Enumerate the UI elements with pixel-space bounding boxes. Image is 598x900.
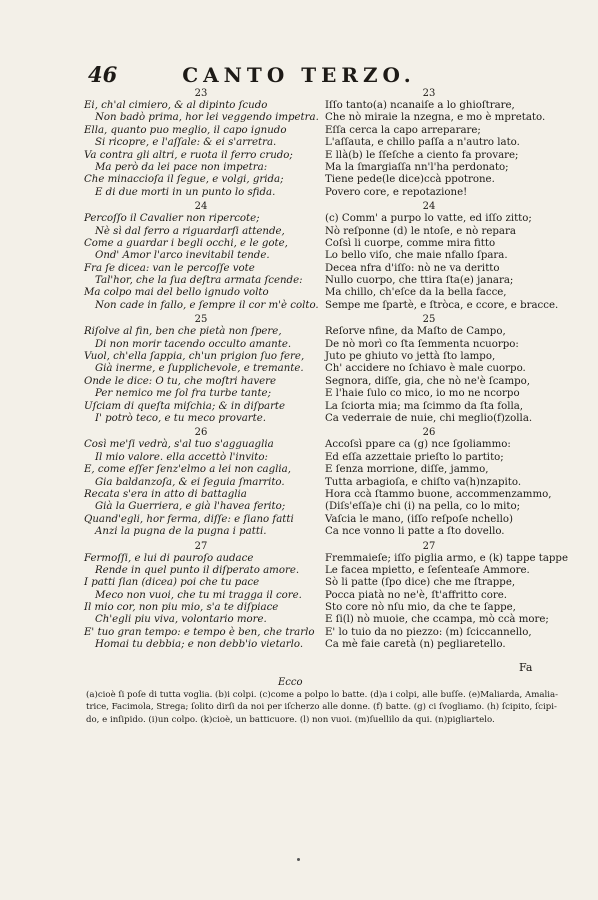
- verse-line: Ella, quanto puo meglio, il capo ignudo: [84, 124, 287, 136]
- verse-line: Già la Guerriera, e già l'havea ferito;: [95, 501, 286, 513]
- catchword-right: Fa: [519, 661, 533, 674]
- verse-line: Ed eſſa azzettaie prieſto lo partito;: [325, 451, 504, 463]
- print-mark: [297, 858, 300, 861]
- verse-line: Sempe me ſpartè, e ſtròca, e ccore, e bracce.: [325, 299, 559, 311]
- verse-line: Onde le dice: O tu, che moſtri havere: [84, 375, 277, 387]
- verse-line: Juto pe ghiuto vo jettà ſto lampo,: [325, 351, 496, 363]
- stanza: [84, 541, 318, 652]
- stanza: [325, 427, 552, 538]
- verse-line: I' potrò teco, e tu meco provarte.: [95, 412, 267, 424]
- verse-line: Le facea mpietto, e ſeſenteaſe Ammore.: [325, 564, 530, 576]
- verse-line: Sto core nò nſu mio, da che te ſappe,: [325, 602, 516, 614]
- verse-line: Ma però da lei pace non impetra:: [95, 161, 268, 173]
- verse-line: Rende in quel punto il diſperato amore.: [95, 564, 300, 576]
- verse-line: Ca nce vonno li patte a ſto dovello.: [325, 526, 505, 538]
- catchword-left: Ecco: [278, 677, 303, 688]
- footnotes: [86, 689, 558, 726]
- stanza: [325, 88, 546, 199]
- verse-line: Ei, ch'al cimiero, & al dipinto ſcudo: [84, 100, 268, 111]
- verse-line: Ch'egli piu viva, volontario more.: [95, 614, 267, 626]
- verse-line: Ch' accidere no ſchiavo è male cuorpo.: [325, 363, 526, 375]
- stanza: [84, 314, 318, 425]
- verse-line: Nè sì dal ferro a riguardarſi attende,: [95, 225, 285, 237]
- verse-line: Coſsì li cuorpe, comme mira fitto: [325, 237, 496, 249]
- verse-line: Iſſo tanto(a) ncanaiſe a lo ghioſtrare,: [325, 100, 515, 111]
- verse-line: I patti ſian (dicea) poi che tu pace: [84, 577, 260, 589]
- verse-line: Percoſſo il Cavalier non ripercote;: [84, 213, 260, 225]
- verse-line: Che minaccioſa il ſegue, e volgi, grida;: [84, 174, 284, 186]
- verse-line: Ma colpo mai del bello ignudo volto: [84, 287, 269, 299]
- stanza-number: 24: [194, 201, 208, 213]
- stanza-number: 25: [194, 314, 208, 326]
- verse-line: (c) Comm' a purpo lo vatte, ed iſſo zitto;: [325, 213, 532, 225]
- verse-line: Segnora, diſſe, gia, che nò ne'è ſcampo,: [325, 375, 531, 387]
- page-header: [0, 62, 598, 86]
- verse-line: (Diſs'eſſa)e chi (i) na pella, co lo mito;: [325, 501, 521, 513]
- verse-line: Uſciam di queſta miſchia; & in diſparte: [84, 400, 286, 412]
- verse-line: Si ricopre, e l'aſſale: & ei s'arretra.: [95, 137, 277, 149]
- verse-line: Fremmaieſe; iſſo piglia armo, e (k) tappe tappe: [325, 552, 568, 564]
- verse-line: Vuol, ch'ella ſappia, ch'un prigion ſuo fere,: [84, 351, 305, 363]
- verse-line: Il mio valore. ella accettò l'invito:: [95, 451, 268, 463]
- italian-text-column: [84, 88, 318, 654]
- verse-line: Anzi la pugna de la pugna i patti.: [95, 526, 267, 538]
- verse-line: Quand'egli, hor ferma, diſſe: e ſiano fatti: [84, 513, 294, 525]
- stanza-number: 25: [422, 314, 436, 326]
- footnote-line: do, e inſipido. (i)un colpo. (k)cioè, un batticuore. (l) non vuoi. (m)ſuellilo da qui. (n)pigliartelo.: [86, 714, 495, 725]
- stanza: [84, 201, 318, 312]
- canto-title: CANTO TERZO.: [182, 63, 416, 87]
- verse-line: Decea nfra d'iſſo: nò ne va deritto: [325, 262, 500, 274]
- stanza: [325, 540, 568, 652]
- verse-line: Fra ſe dicea: van le percoſſe vote: [84, 262, 255, 274]
- verse-line: Nullo cuorpo, che ttira ſta(e) janara;: [325, 275, 514, 287]
- verse-line: Non badò prima, hor lei veggendo impetra.: [95, 112, 319, 124]
- verse-line: Reſorve nfine, da Maſto de Campo,: [325, 326, 506, 338]
- verse-line: Il mio cor, non piu mio, s'a te diſpiace: [84, 602, 279, 614]
- verse-line: Ma la ſmargiaſſa nn'l'ha perdonato;: [325, 161, 509, 173]
- stanza-number: 23: [194, 88, 208, 99]
- verse-line: Fermoſſi, e lui di pauroſo audace: [84, 552, 254, 564]
- verse-line: Lo bello viſo, che maie nfallo ſpara.: [325, 250, 508, 262]
- neapolitan-text-column: [325, 88, 568, 654]
- verse-line: Povero core, e repotazione!: [325, 186, 468, 198]
- verse-line: E llà(b) le ſſeſche a ciento fa provare;: [325, 149, 519, 161]
- verse-line: Tiene pede(le dice)ccà ppotrone.: [325, 174, 495, 186]
- verse-line: Già inerme, e ſupplichevole, e tremante.: [95, 363, 304, 375]
- verse-line: Recata s'era in atto di battaglia: [84, 488, 247, 500]
- stanza-number: 27: [194, 540, 208, 552]
- verse-line: De nò morì co ſta ſemmenta ncuorpo:: [325, 338, 519, 350]
- verse-line: Di non morir tacendo occulto amante.: [95, 338, 292, 350]
- verse-line: E ſenza morrione, diſſe, jammo,: [325, 464, 489, 476]
- verse-line: Nò reſponne (d) le ntoſe, e nò repara: [325, 225, 516, 237]
- stanza: [84, 88, 318, 199]
- verse-line: Come a guardar i begli occhi, e le gote,: [84, 237, 288, 249]
- verse-line: Tutta arbagioſa, e chiſto va(h)nzapito.: [325, 476, 522, 488]
- verse-line: E l'haie ſulo co mico, io mo ne ncorpo: [325, 388, 520, 400]
- stanza-number: 23: [422, 88, 436, 99]
- stanza: [84, 427, 318, 538]
- verse-line: Ca mè faie caretà (n) pegliaretello.: [325, 639, 506, 651]
- verse-line: Tal'hor, che la ſua deſtra armata ſcende:: [95, 275, 303, 287]
- verse-line: Ma chillo, ch'eſce da la bella facce,: [325, 287, 507, 299]
- verse-line: Vaſcia le mano, (iſſo reſpoſe nchello): [325, 513, 513, 525]
- verse-line: Per nemico me ſol fra turbe tante;: [95, 388, 271, 400]
- stanza: [325, 201, 559, 312]
- verse-line: Ond' Amor l'arco inevitabil tende.: [95, 250, 270, 262]
- verse-line: E' tuo gran tempo: e tempo è ben, che trarlo: [84, 626, 315, 638]
- footnote-line: (a)cioè ſi poſe di tutta voglia. (b)i colpi. (c)come a polpo lo batte. (d)a i colpi, alle buſſe. (e)Maliarda, Amalia-: [86, 690, 558, 700]
- verse-line: E, come eſſer ſenz'elmo a lei non caglia,: [84, 464, 291, 476]
- verse-line: E' lo tuio da no piezzo: (m) ſciccannello,: [325, 626, 532, 638]
- verse-line: Sò li patte (ſpo dice) che me ſtrappe,: [325, 577, 516, 589]
- verse-line: Non cade in fallo, e ſempre il cor m'è colto.: [95, 299, 319, 311]
- stanza-number: 27: [422, 540, 436, 552]
- verse-line: Gia baldanzoſa, & ei ſeguia ſmarrito.: [95, 476, 285, 488]
- verse-line: Accoſsì ppare ca (g) nce ſgoliammo:: [325, 439, 511, 451]
- verse-line: E di due morti in un punto lo sfida.: [95, 186, 276, 198]
- page-number: 46: [88, 62, 118, 87]
- stanza-number: 26: [194, 427, 208, 439]
- verse-line: E ſi(l) nò muoie, che ccampa, mò ccà more;: [325, 614, 549, 626]
- stanza: [325, 314, 533, 425]
- verse-line: L'aſſauta, e chillo paſſa a n'autro lato.: [325, 137, 520, 149]
- stanza-number: 26: [422, 427, 436, 439]
- verse-line: Homai tu debbia; e non debb'io vietarlo.: [95, 639, 304, 651]
- verse-line: Va contra gli altri, e ruota il ferro crudo;: [84, 149, 293, 161]
- footnote-line: trice, Facimola, Strega; ſolito dirſi da noi per iſcherzo alle donne. (f) batte. (g) ci ſvogliamo. (h) ſcipito, ſcipi-: [86, 702, 557, 713]
- verse-line: Ca vederraie de nuie, chi meglio(f)zolla.: [325, 412, 533, 424]
- verse-line: Hora ccà ſtammo buone, accommenzammo,: [325, 488, 552, 500]
- verse-line: Che nò miraie la nzegna, e mo è mpretato.: [325, 112, 546, 124]
- verse-line: Riſolve al fin, ben che pietà non ſpere,: [84, 326, 282, 338]
- verse-line: Meco non vuoi, che tu mi tragga il core.: [95, 589, 302, 601]
- verse-line: La ſciorta mia; ma ſcimmo da ſta folla,: [325, 400, 524, 412]
- stanza-number: 24: [422, 201, 436, 213]
- verse-line: Pocca piatà no ne'è, ſt'affritto core.: [325, 589, 508, 601]
- verse-line: Eſſa cerca la capo arreparare;: [325, 124, 481, 136]
- verse-line: Così me'ſi vedrà, s'al tuo s'agguaglia: [84, 439, 274, 451]
